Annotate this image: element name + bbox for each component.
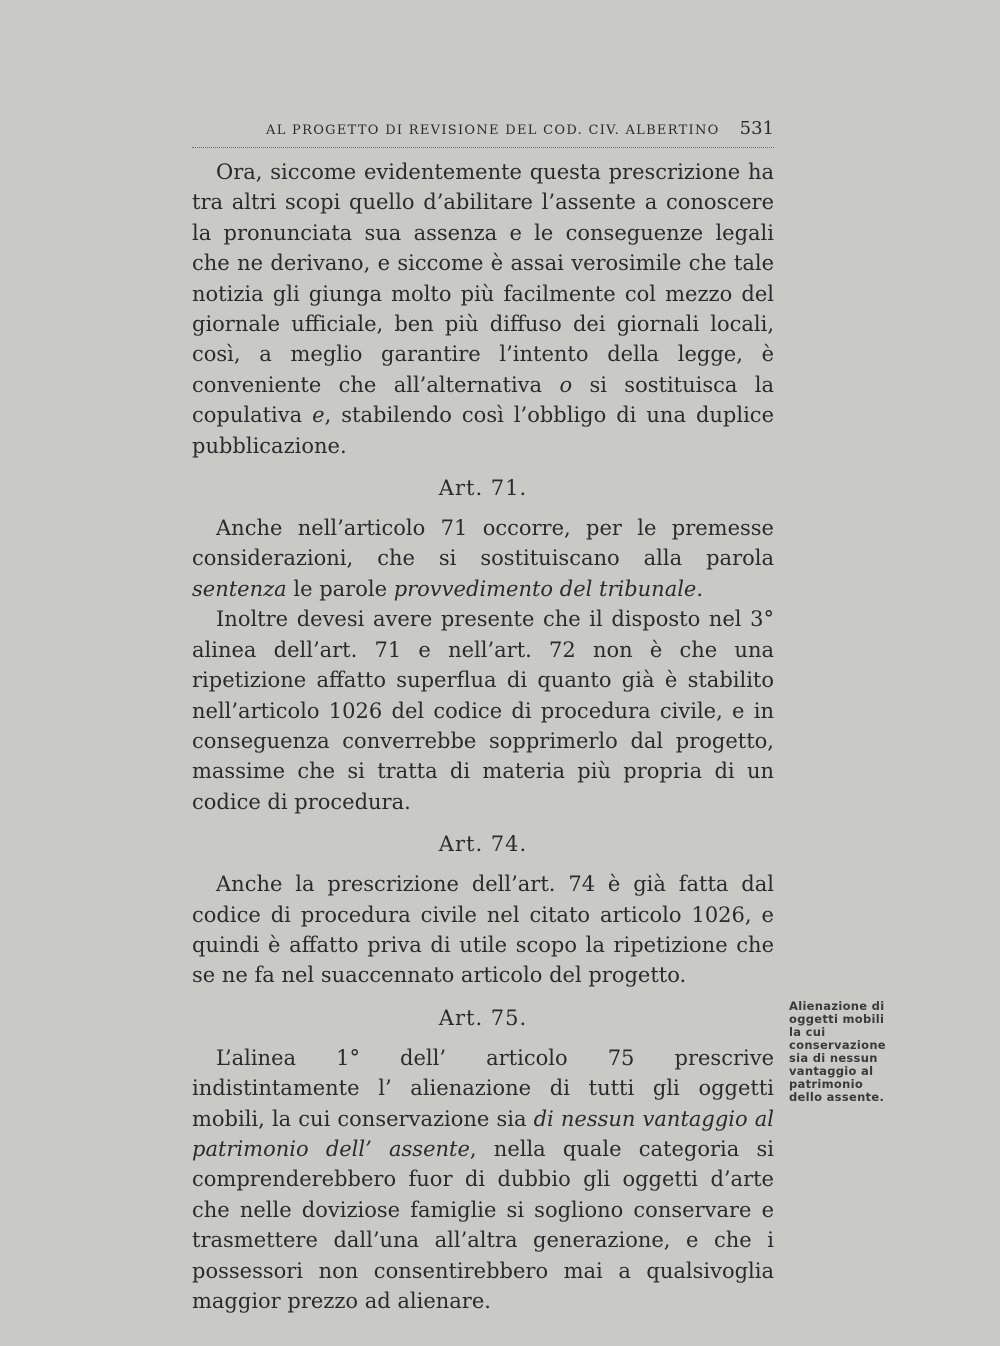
article-heading-75: Art. 75. <box>438 1005 528 1030</box>
paragraph-art71-2: Inoltre devesi avere presente che il disposto nel 3° alinea dell’art. 71 e nell’art. 72 non è che una ripetizione affatto superflua di quanto già è stabilito nell’articolo 1026 del codice di procedura civile, e in conseguenza converrebbe sopprimerlo dal progetto, massime che si tratta di materia più propria di un codice di procedura. <box>192 607 774 814</box>
running-head: AL PROGETTO DI REVISIONE DEL COD. CIV. ALBERTINO <box>266 123 720 138</box>
paragraph-art71-1: Anche nell’articolo 71 occorre, per le premesse considerazioni, che si sostituiscano alla parola sentenza le parole provvedimento del tribunale. <box>192 516 774 601</box>
body-text <box>192 157 774 1316</box>
article-heading-71: Art. 71. <box>438 476 528 501</box>
page-number: 531 <box>739 118 774 139</box>
italic-e: e <box>312 403 325 428</box>
page-header <box>192 118 774 148</box>
article-heading-74: Art. 74. <box>438 832 528 857</box>
paragraph-art75: L’alinea 1° dell’ articolo 75 prescrive indistintamente l’ alienazione di tutti gli oggetti mobili, la cui conservazione sia di nessun vantaggio al patrimonio dell’ assente, nella quale categoria si comprenderebbero fuor di dubbio gli oggetti d’arte che nelle doviziose famiglie si sogliono conservare e trasmettere dall’una all’altra generazione, e che i possessori non consentirebbero mai a qualsivoglia maggior prezzo ad alienare. <box>192 1045 775 1313</box>
paragraph-art74: Anche la prescrizione dell’art. 74 è già fatta dal codice di procedura civile nel citato articolo 1026, e quindi è affatto priva di utile scopo la ripetizione che se ne fa nel suaccennato articolo del progetto. <box>192 872 774 988</box>
italic-o: o <box>559 372 573 397</box>
marginal-note: Alienazione di oggetti mobili la cui conservazione sia di nessun vantaggio al patrimonio dello assente. <box>789 999 886 1104</box>
paragraph-intro: Ora, siccome evidentemente questa prescrizione ha tra altri scopi quello d’abilitare l’assente a conoscere la pronunciata sua assenza e le conseguenze legali che ne derivano, e siccome è assai verosimile che tale notizia gli giunga molto più facilmente col mezzo del giornale ufficiale, ben più diffuso dei giornali locali, così, a meglio garantire l’intento della legge, è conveniente che all’alternativa o si sostituisca la copulativa e, stabilendo così l’obbligo di una duplice pubblicazione. <box>192 160 774 458</box>
